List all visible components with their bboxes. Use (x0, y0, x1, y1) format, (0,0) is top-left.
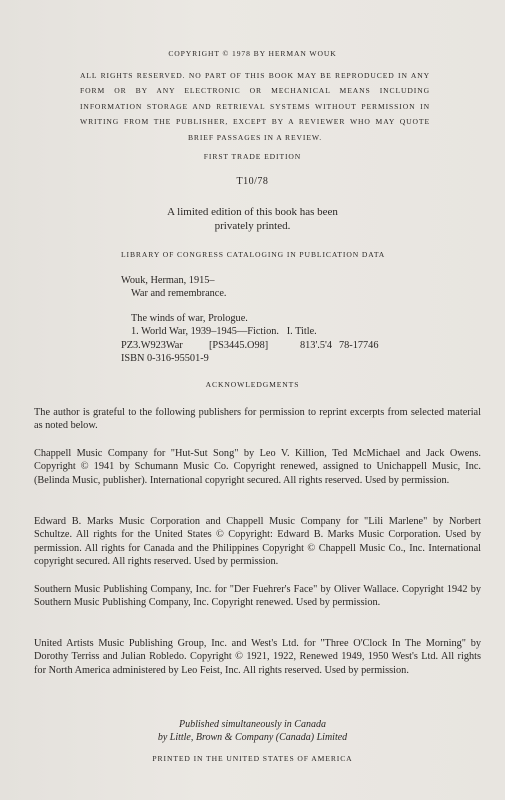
cip-call-number: PZ3.W923War (121, 339, 183, 351)
cip-dewey: 813'.5'4 (300, 339, 333, 351)
cip-title: War and remembrance. (131, 288, 227, 300)
cip-heading: LIBRARY OF CONGRESS CATALOGING IN PUBLICATION DATA (121, 250, 386, 259)
cip-note: The winds of war, Prologue. (131, 312, 248, 324)
cip-data (121, 274, 378, 365)
acknowledgments-intro: The author is grateful to the following publishers for permission to reprint excerpts from selected material as noted below. (34, 407, 481, 432)
cip-classification (121, 339, 378, 352)
first-edition-label: FIRST TRADE EDITION (203, 152, 302, 161)
printed-in-label: PRINTED IN THE UNITED STATES OF AMERICA (152, 754, 353, 763)
copyright-line: COPYRIGHT © 1978 BY HERMAN WOUK (168, 49, 337, 58)
rights-statement: ALL RIGHTS RESERVED. NO PART OF THIS BOOK MAY BE REPRODUCED IN ANY FORM OR BY ANY ELECTRONIC OR MECHANICAL MEANS INCLUDING INFORMATION STORAGE AND RETRIEVAL SYSTEMS WITHOUT PERMISSION IN WRITING FROM THE PUBLISHER, EXCEPT BY A REVIEWER WHO MAY QUOTE BRIEF PASSAGES IN A REVIEW. (80, 71, 430, 142)
print-code: T10/78 (236, 176, 269, 187)
acknowledgment-entry: Chappell Music Company for "Hut-Sut Song" by Leo V. Killion, Ted McMichael and Jack Owens. Copyright © 1941 by Schumann Music Co. Copyright renewed, assigned to Unichappell Music, Inc. (Belinda Music, publisher). International copyright secured. All rights reserved. Used by permission. (34, 448, 481, 486)
cip-subjects: 1. World War, 1939–1945—Fiction. I. Title. (131, 326, 317, 338)
acknowledgment-entry: United Artists Music Publishing Group, Inc. and West's Ltd. for "Three O'Clock In The Morning" by Dorothy Terriss and Julian Robledo. Copyright © 1921, 1922, Renewed 1949, 1950 West's Ltd. All rights for North America administered by Leo Feist, Inc. All rights reserved. Used by permission. (34, 638, 481, 676)
limited-edition-note (0, 205, 505, 233)
limited-edition-line: A limited edition of this book has been (167, 206, 338, 218)
acknowledgment-entry: Edward B. Marks Music Corporation and Chappell Music Company for "Lili Marlene" by Norbert Schultze. All rights for the United States © Copyright: Edward B. Marks Music Corporation. Used by permission. All rights for Canada and the Philippines Copyright © Chappell Music Co., Inc. International copyright secured. All rights reserved. Used by permission. (34, 516, 481, 567)
publication-line: Published simultaneously in Canada (179, 719, 326, 730)
publication-line: by Little, Brown & Company (Canada) Limited (157, 732, 348, 743)
cip-author: Wouk, Herman, 1915– (121, 275, 215, 286)
acknowledgments-heading: ACKNOWLEDGMENTS (205, 380, 300, 389)
publication-note (0, 718, 505, 744)
cip-isbn: ISBN 0-316-95501-9 (121, 353, 209, 365)
acknowledgment-entry: Southern Music Publishing Company, Inc. for "Der Fuehrer's Face" by Oliver Wallace. Copyright 1942 by Southern Music Publishing Company, Inc. Copyright renewed. Used by permission. (34, 584, 481, 609)
cip-lccn: 78-17746 (339, 339, 379, 351)
cip-alt-call-number: [PS3445.O98] (209, 339, 269, 351)
limited-edition-line: privately printed. (214, 220, 291, 232)
